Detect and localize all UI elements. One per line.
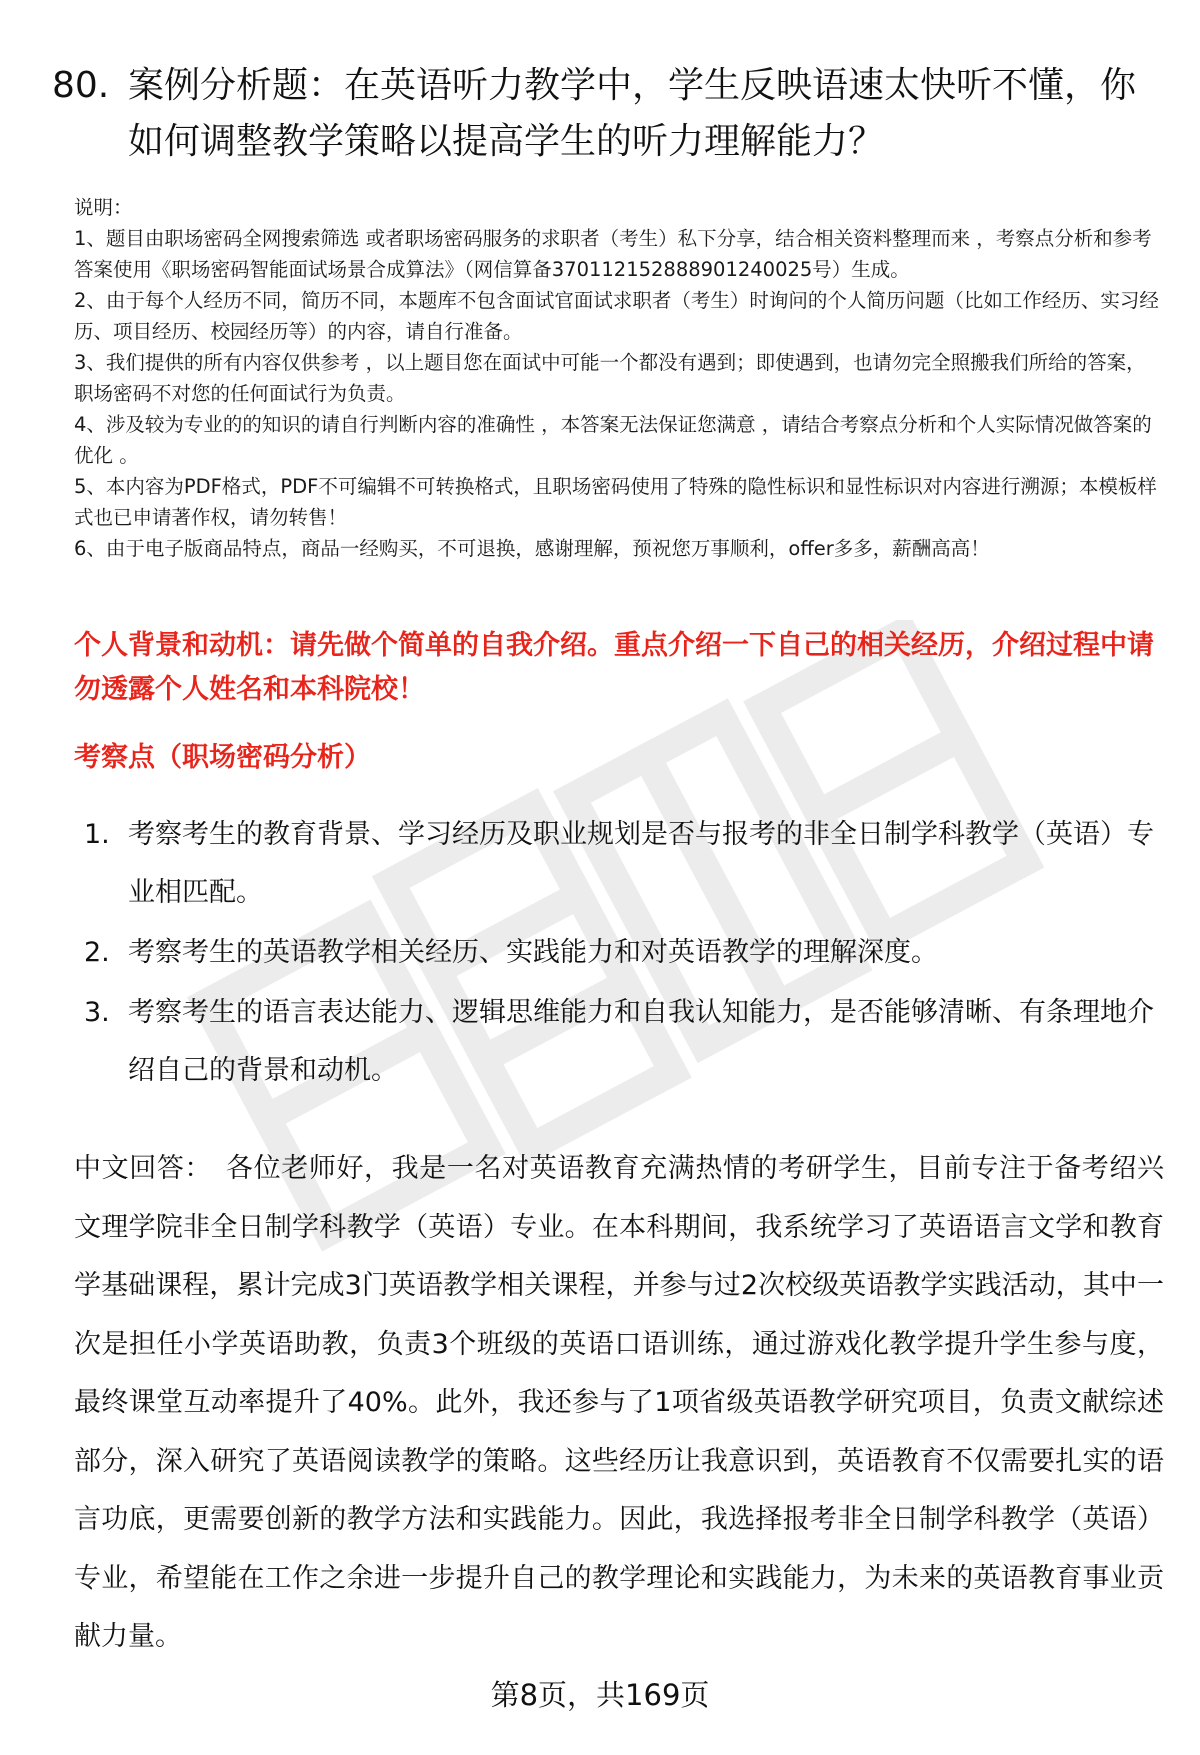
notes-item: 4、涉及较为专业的的知识的请自行判断内容的准确性 ，本答案无法保证您满意 ，请结合考察点分析和个人实际情况做答案的优化 。	[74, 413, 1152, 467]
notes-item: 3、我们提供的所有内容仅供参考 ，以上题目您在面试中可能一个都没有遇到；即使遇到，也请勿完全照搬我们所给的答案，职场密码不对您的任何面试行为负责。	[74, 351, 1146, 405]
question-text: 案例分析题：在英语听力教学中，学生反映语速太快听不懂，你如何调整教学策略以提高学生的听力理解能力？	[128, 65, 1137, 162]
list-item-number: 2.	[84, 937, 110, 968]
answer-text: 各位老师好，我是一名对英语教育充满热情的考研学生，目前专注于备考绍兴文理学院非全日制学科教学（英语）专业。在本科期间，我系统学习了英语语言文学和教育学基础课程，累计完成3门英语教学相关课程，并参与过2次校级英语教学实践活动，其中一次是担任小学英语助教，负责3个班级的英语口语训练，通过游戏化教学提升学生参与度，最终课堂互动率提升了40%。此外，我还参与了1项省级英语教学研究项目，负责文献综述部分，深入研究了英语阅读教学的策略。这些经历让我意识到，英语教育不仅需要扎实的语言功底，更需要创新的教学方法和实践能力。因此，我选择报考非全日制学科教学（英语）专业，希望能在工作之余进一步提升自己的教学理论和实践能力，为未来的英语教育事业贡献力量。	[74, 1153, 1165, 1652]
notes-item: 2、由于每个人经历不同，简历不同，本题库不包含面试官面试求职者（考生）时询问的个人简历问题（比如工作经历、实习经历、项目经历、校园经历等）的内容，请自行准备。	[74, 289, 1159, 343]
list-item-text: 考察考生的英语教学相关经历、实践能力和对英语教学的理解深度。	[128, 937, 938, 968]
notes-section	[74, 192, 1159, 564]
notes-title: 说明：	[74, 196, 133, 219]
notes-item: 6、由于电子版商品特点，商品一经购买，不可退换，感谢理解，预祝您万事顺利，offer多多，薪酬高高！	[74, 537, 990, 560]
list-item-text: 考察考生的教育背景、学习经历及职业规划是否与报考的非全日制学科教学（英语）专业相匹配。	[128, 819, 1154, 908]
list-item-number: 3.	[84, 997, 110, 1028]
answer-paragraph	[74, 1140, 1164, 1667]
personal-background-heading: 个人背景和动机：请先做个简单的自我介绍。重点介绍一下自己的相关经历，介绍过程中请勿透露个人姓名和本科院校！	[74, 630, 1154, 705]
question-title	[52, 58, 1162, 170]
question-number: 80.	[52, 65, 110, 106]
exam-points-heading: 考察点（职场密码分析）	[74, 742, 371, 773]
answer-label: 中文回答：	[74, 1153, 213, 1184]
list-item-number: 1.	[84, 819, 110, 850]
exam-points-list	[84, 806, 1164, 1102]
notes-item: 1、题目由职场密码全网搜索筛选 或者职场密码服务的求职者（考生）私下分享，结合相关资料整理而来 ，考察点分析和参考答案使用《职场密码智能面试场景合成算法》（网信算备370112152888901240025号）生成。	[74, 227, 1152, 281]
list-item	[84, 984, 1164, 1100]
list-item-text: 考察考生的语言表达能力、逻辑思维能力和自我认知能力，是否能够清晰、有条理地介绍自己的背景和动机。	[128, 997, 1154, 1086]
notes-item: 5、本内容为PDF格式，PDF不可编辑不可转换格式，且职场密码使用了特殊的隐性标识和显性标识对内容进行溯源；本模板样式也已申请著作权，请勿转售！	[74, 475, 1157, 529]
list-item	[84, 924, 1164, 982]
page-footer: 第8页，共169页	[490, 1678, 710, 1712]
list-item	[84, 806, 1164, 922]
